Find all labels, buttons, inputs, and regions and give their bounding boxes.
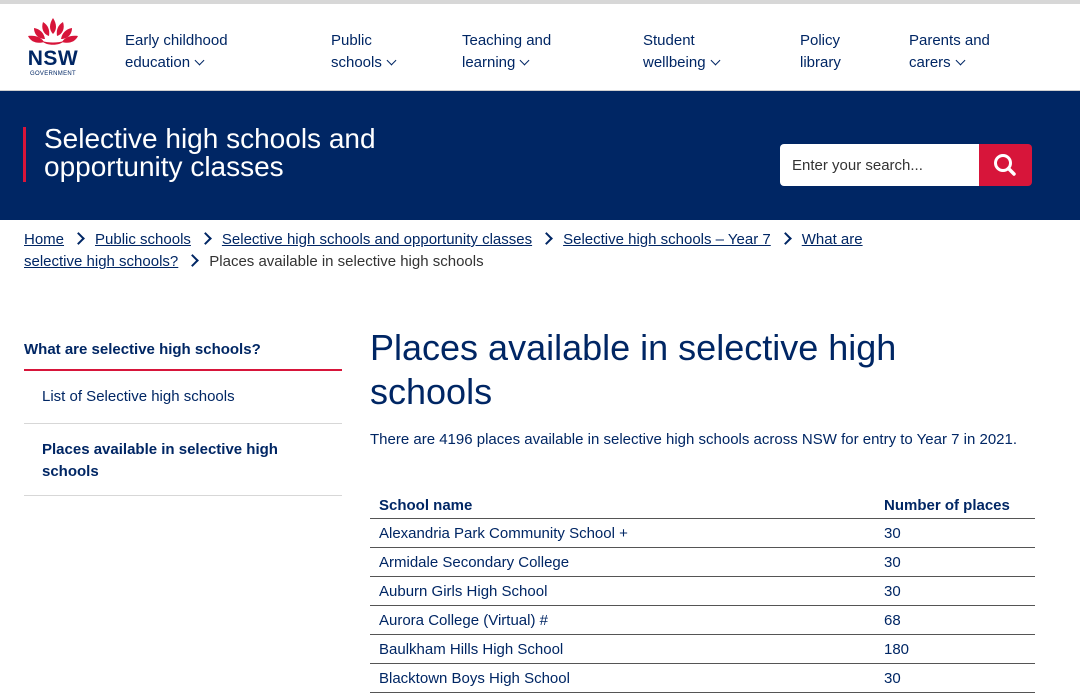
waratah-icon [24,16,82,50]
school-name-cell: Aurora College (Virtual) # [370,606,875,635]
sidebar-item-list-of-schools[interactable]: List of Selective high schools [24,371,342,424]
breadcrumb-selective-oc[interactable]: Selective high schools and opportunity classes [221,231,533,248]
table-row [370,664,1035,693]
nav-label: carers [909,54,951,71]
nav-label: Teaching and [462,32,552,49]
chevron-down-icon [955,56,965,66]
nav-label: Policy [800,32,841,49]
logo-subtext: GOVERNMENT [29,71,76,77]
sidebar-heading[interactable]: What are selective high schools? [24,332,342,371]
nav-public-schools[interactable] [331,30,395,74]
site-header [0,4,1080,91]
chevron-down-icon [520,56,530,66]
places-cell: 30 [875,664,1035,693]
sidebar-nav [24,332,342,496]
nav-label: wellbeing [643,54,706,71]
school-name-cell: Baulkham Hills High School [370,635,875,664]
places-table [370,492,1035,693]
breadcrumb [24,229,924,273]
banner-title-line: opportunity classes [44,151,284,182]
nav-policy-library[interactable] [800,30,841,74]
banner-title [44,125,464,181]
breadcrumb-what-are-selective[interactable]: What are [801,231,863,248]
school-name-cell: Armidale Secondary College [370,548,875,577]
nav-label: schools [331,54,382,71]
logo-wordmark: NSW [27,47,79,70]
nsw-government-logo[interactable] [24,16,82,80]
places-cell: 30 [875,519,1035,548]
chevron-right-icon [199,232,212,245]
page-banner [0,91,1080,220]
places-cell: 30 [875,577,1035,606]
table-row [370,519,1035,548]
table-row [370,635,1035,664]
intro-paragraph: There are 4196 places available in selective high schools across NSW for entry to Year 7 in 2021. [370,431,1018,448]
breadcrumb-selective-year7[interactable]: Selective high schools – Year 7 [563,231,771,248]
nav-label: education [125,54,191,71]
breadcrumb-public-schools[interactable]: Public schools [95,231,191,248]
breadcrumb-current: Places available in selective high schools [209,253,484,270]
chevron-down-icon [710,56,720,66]
table-row [370,548,1035,577]
table-row [370,577,1035,606]
table-row [370,606,1035,635]
chevron-down-icon [195,56,205,66]
chevron-right-icon [779,232,792,245]
nav-label: learning [462,54,516,71]
places-cell: 30 [875,548,1035,577]
nav-label: Student [643,32,695,49]
school-name-cell: Blacktown Boys High School [370,664,875,693]
nav-parents-carers[interactable] [909,30,990,74]
search-input[interactable] [780,144,980,186]
places-cell: 180 [875,635,1035,664]
school-name-cell: Auburn Girls High School [370,577,875,606]
nav-label: Public [331,32,372,49]
nav-label: Parents and [909,32,990,49]
chevron-right-icon [540,232,553,245]
nav-student-wellbeing[interactable] [643,30,719,74]
nav-label: library [800,54,841,71]
chevron-right-icon [72,232,85,245]
nav-teaching-learning[interactable] [462,30,551,74]
chevron-right-icon [186,254,199,267]
breadcrumb-home[interactable]: Home [24,231,65,248]
school-name-cell: Alexandria Park Community School + [370,519,875,548]
places-cell: 68 [875,606,1035,635]
nav-label: Early childhood [125,32,228,49]
column-header-school-name: School name [370,492,875,519]
nav-early-childhood[interactable] [125,30,228,74]
banner-title-line: Selective high schools and [44,123,376,154]
banner-accent-bar [23,127,26,182]
column-header-places: Number of places [875,492,1035,519]
table-header-row [370,492,1035,519]
search-button[interactable] [979,144,1032,186]
chevron-down-icon [386,56,396,66]
sidebar-item-places-available[interactable]: Places available in selective high schools [24,424,342,496]
page-title: Places available in selective high schools [370,327,897,412]
breadcrumb-what-are-selective-cont[interactable]: selective high schools? [24,253,179,270]
search-icon [979,144,1032,186]
